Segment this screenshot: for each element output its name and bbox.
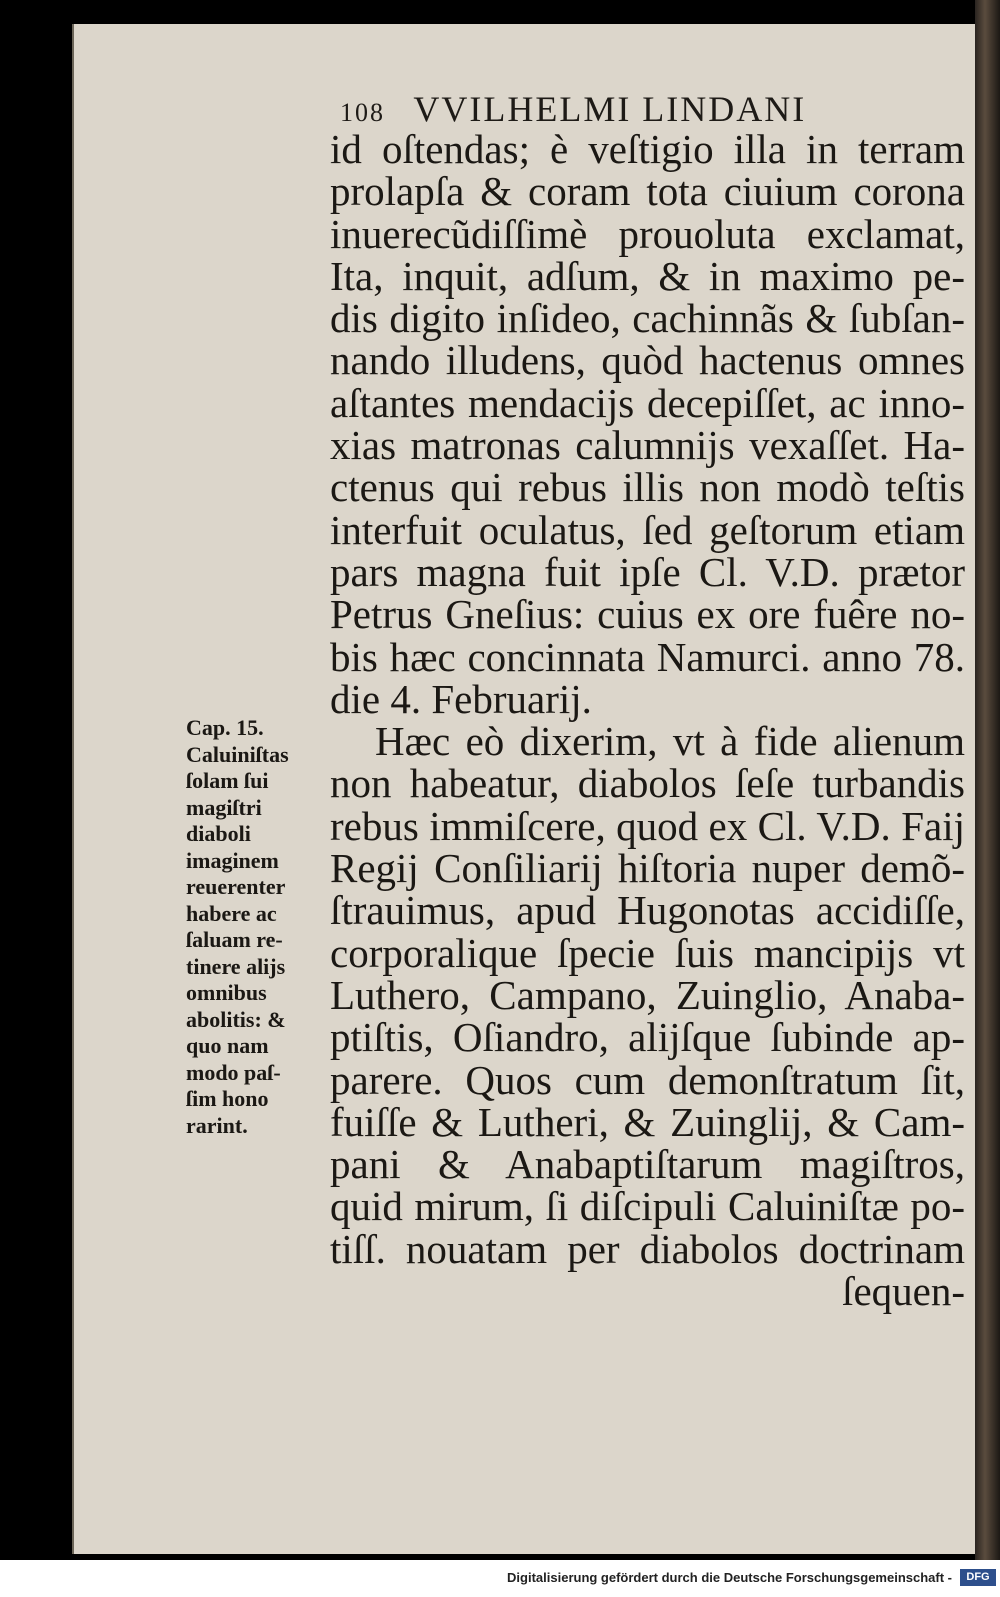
text-line: nando illudens, quòd hactenus omnes	[330, 337, 965, 384]
text-line: ptiſtis, Oſiandro, alijſque ſubinde ap-	[330, 1014, 965, 1061]
text-line: ctenus qui rebus illis non modò teſtis	[330, 464, 965, 511]
margin-note-line: habere ac	[186, 900, 277, 926]
margin-note-line: rarint.	[186, 1112, 248, 1138]
footer-text: Digitalisierung gefördert durch die Deutsche Forschungsgemeinschaft -	[507, 1570, 952, 1585]
text-line: ſequen-	[842, 1268, 965, 1315]
margin-note-line: omnibus	[186, 980, 267, 1005]
margin-note-line: Cap. 15.	[186, 715, 264, 740]
dfg-logo: DFG	[960, 1569, 996, 1586]
margin-note-line: ſolam ſui	[186, 768, 269, 793]
text-line: aſtantes mendacijs decepiſſet, ac inno-	[330, 379, 965, 426]
text-line: Ita, inquit, adſum, & in maximo pe-	[330, 252, 965, 299]
text-line: xias matronas calumnijs vexaſſet. Ha-	[330, 422, 965, 469]
running-title: VVILHELMI LINDANI	[413, 89, 807, 129]
margin-note-line: imaginem	[186, 847, 279, 873]
text-line: fuiſſe & Lutheri, & Zuinglij, & Cam-	[330, 1098, 965, 1145]
text-line: bis hæc concinnata Namurci. anno 78.	[330, 633, 965, 680]
text-line: pars magna fuit ipſe Cl. V.D. prætor	[330, 548, 965, 595]
text-line: Luthero, Campano, Zuinglio, Anaba-	[330, 971, 965, 1018]
book-spine	[975, 0, 1000, 1560]
margin-note-line: ſaluam re-	[186, 927, 283, 952]
margin-note-line: reuerenter	[186, 874, 286, 899]
margin-note-line: modo paſ-	[186, 1059, 281, 1085]
text-line: inuerecũdiſſimè prouoluta exclamat,	[330, 210, 965, 257]
text-line: rebus immiſcere, quod ex Cl. V.D. Faij	[330, 802, 965, 849]
text-line: parere. Quos cum demonſtratum ſit,	[330, 1056, 965, 1103]
margin-note-line: tinere alijs	[186, 953, 286, 979]
margin-note-line: abolitis: &	[186, 1006, 286, 1032]
margin-note-line: Caluiniſtas	[186, 741, 289, 767]
body-text	[330, 126, 965, 1315]
text-line: quid mirum, ſi diſcipuli Caluiniſtæ po-	[330, 1183, 965, 1230]
text-line: dis digito inſideo, cachinnãs & ſubſan-	[330, 295, 965, 342]
text-line: Hæc eò dixerim, vt à fide alienum	[375, 718, 965, 765]
margin-note-line: diaboli	[186, 821, 251, 846]
text-line: Regij Conſiliarij hiſtoria nuper demõ-	[330, 845, 965, 892]
text-line: tiſſ. nouatam per diabolos doctrinam	[330, 1225, 965, 1272]
page-number: 108	[340, 98, 385, 127]
footer-bar	[0, 1560, 1000, 1597]
text-line: ſtrauimus, apud Hugonotas accidiſſe,	[330, 887, 965, 934]
text-line: Petrus Gneſius: cuius ex ore fuêre no-	[330, 591, 965, 638]
text-line: non habeatur, diabolos ſeſe turbandis	[330, 760, 965, 807]
text-line: pani & Anabaptiſtarum magiſtros,	[330, 1141, 965, 1188]
text-line: corporalique ſpecie ſuis mancipijs vt	[330, 929, 965, 976]
text-line: die 4. Februarij.	[330, 675, 592, 722]
text-line: prolapſa & coram tota ciuium corona	[330, 168, 965, 215]
margin-note-line: quo nam	[186, 1033, 269, 1058]
text-line: interfuit oculatus, ſed geſtorum etiam	[330, 506, 965, 553]
margin-note	[186, 715, 336, 1139]
text-line: id oſtendas; è veſtigio illa in terram	[330, 126, 965, 172]
margin-note-line: magiſtri	[186, 794, 262, 820]
running-header	[340, 88, 980, 130]
margin-note-line: ſim hono	[186, 1086, 269, 1111]
